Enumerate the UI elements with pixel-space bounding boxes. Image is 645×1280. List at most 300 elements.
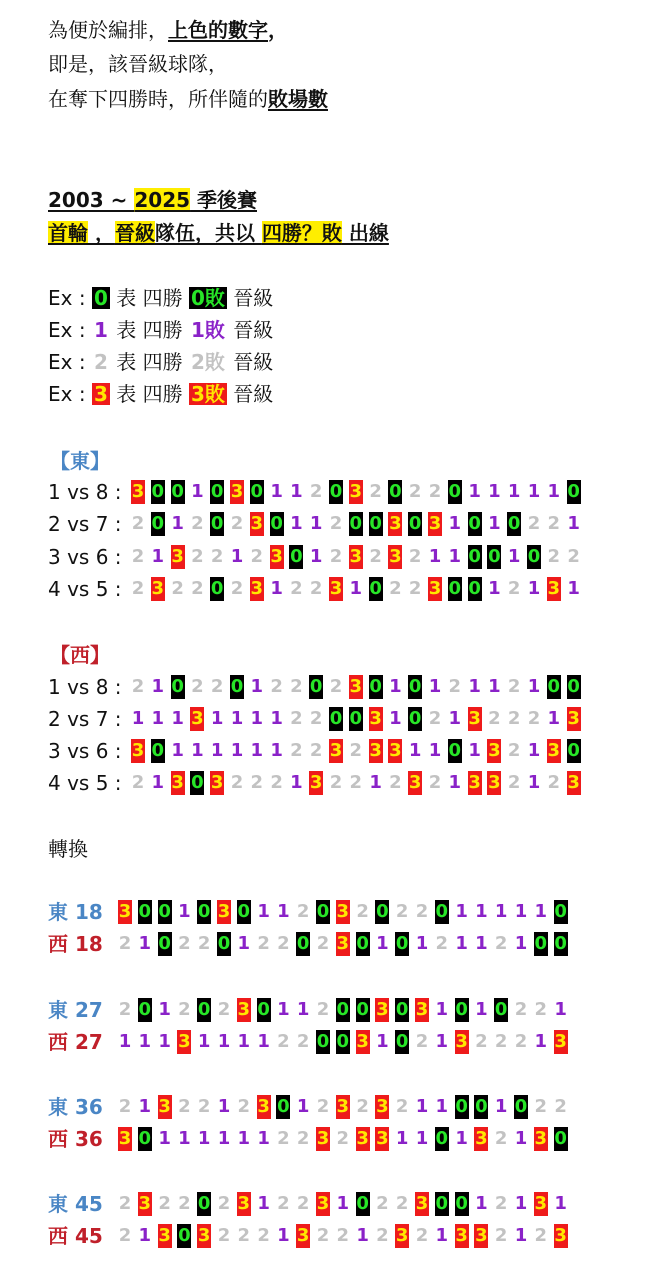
- result-digit: 1: [455, 901, 468, 922]
- result-digit: 0: [277, 1096, 290, 1117]
- result-digit: 3: [217, 901, 231, 922]
- result-digit: 2: [270, 772, 283, 793]
- result-digit: 1: [257, 1128, 270, 1149]
- result-digit: 0: [158, 933, 171, 954]
- result-digit: 1: [395, 1128, 409, 1149]
- east-conversion-row: [48, 899, 608, 925]
- result-digit: 1: [290, 772, 303, 793]
- result-digit: 0: [197, 901, 211, 922]
- result-digit: 3: [376, 999, 389, 1020]
- legend-suffix: 晉級: [226, 286, 274, 310]
- result-digit: 2: [488, 708, 501, 729]
- result-digit: 1: [415, 1096, 429, 1117]
- result-digit: 0: [336, 1031, 350, 1052]
- result-digit: 2: [514, 1031, 528, 1052]
- result-digit: 3: [270, 546, 283, 567]
- result-digit: 2: [336, 1128, 350, 1149]
- result-digit: 0: [448, 481, 462, 502]
- west-conversion-row: [48, 1126, 608, 1152]
- result-digit: 2: [237, 1096, 251, 1117]
- result-digit: 0: [217, 933, 231, 954]
- result-digit: 1: [389, 676, 402, 697]
- result-digit: 1: [250, 740, 264, 761]
- result-digit: 2: [514, 999, 528, 1020]
- legend-digit: 1: [93, 318, 108, 342]
- west-conversion-row: [48, 1029, 608, 1055]
- result-digit: 0: [408, 513, 422, 534]
- result-digit: 1: [270, 578, 283, 599]
- result-digit: 0: [395, 999, 409, 1020]
- result-digit: 2: [547, 772, 561, 793]
- legend-suffix: 晉級: [226, 350, 274, 374]
- result-digit: 3: [488, 772, 501, 793]
- east-series-row: [48, 576, 608, 602]
- result-digit: 0: [250, 481, 264, 502]
- result-digit: 0: [316, 901, 330, 922]
- result-digit: 1: [151, 546, 165, 567]
- result-digit: 1: [210, 708, 224, 729]
- result-digit: 0: [290, 546, 303, 567]
- east-series-row: [48, 479, 608, 505]
- result-digit: 2: [277, 1128, 290, 1149]
- result-digit: 1: [435, 1225, 449, 1246]
- result-digit: 2: [494, 1193, 508, 1214]
- result-digit: 1: [138, 1031, 152, 1052]
- result-digit: 1: [277, 999, 290, 1020]
- legend-row: [48, 380, 273, 408]
- result-digit: 2: [277, 1031, 290, 1052]
- result-digit: 2: [230, 772, 244, 793]
- result-digit: 0: [468, 546, 481, 567]
- result-digit: 1: [514, 1225, 528, 1246]
- result-digit: 0: [395, 1031, 409, 1052]
- result-digit: 1: [257, 1031, 270, 1052]
- result-digit: 3: [567, 708, 580, 729]
- result-digit: 2: [257, 1225, 270, 1246]
- result-digit: 2: [376, 1225, 389, 1246]
- west-conversion-row: [48, 1223, 608, 1249]
- intro-text: 在奪下四勝時，所伴隨的: [48, 87, 268, 111]
- result-digit: 1: [270, 708, 283, 729]
- result-digit: 2: [534, 1096, 548, 1117]
- legend-prefix: Ex :: [48, 350, 92, 374]
- result-digit: 0: [151, 513, 165, 534]
- result-digit: 1: [415, 933, 429, 954]
- result-digit: 1: [369, 772, 382, 793]
- legend-prefix: Ex :: [48, 382, 92, 406]
- result-digit: 0: [408, 708, 422, 729]
- result-digit: 1: [514, 1128, 528, 1149]
- legend-suffix: 晉級: [226, 318, 274, 342]
- result-digit: 0: [369, 578, 382, 599]
- east-title: 【東】: [50, 449, 110, 473]
- result-digit: 2: [118, 999, 132, 1020]
- west-series-row: [48, 706, 608, 732]
- result-digit: 0: [151, 481, 165, 502]
- result-digit: 2: [131, 676, 145, 697]
- east-series-row: [48, 544, 608, 570]
- result-digit: 1: [250, 708, 264, 729]
- result-digit: 2: [428, 708, 442, 729]
- result-digit: 1: [567, 513, 580, 534]
- result-digit: 3: [171, 546, 184, 567]
- result-digit: 3: [171, 772, 184, 793]
- result-digit: 2: [507, 740, 521, 761]
- result-digit: 2: [158, 1193, 171, 1214]
- result-digit: 1: [151, 708, 165, 729]
- result-digit: 3: [237, 1193, 251, 1214]
- result-digit: 1: [309, 546, 323, 567]
- result-digit: 2: [296, 1128, 310, 1149]
- round-text: 隊伍，共以: [154, 221, 262, 245]
- result-digit: 1: [356, 1225, 369, 1246]
- result-digit: 1: [250, 676, 264, 697]
- result-digit: 1: [277, 901, 290, 922]
- result-digit: 1: [468, 676, 481, 697]
- result-digit: 2: [290, 578, 303, 599]
- result-digit: 2: [316, 1225, 330, 1246]
- result-digit: 1: [448, 546, 462, 567]
- result-digit: 2: [389, 772, 402, 793]
- years-start: 2003 ~: [48, 188, 135, 212]
- west-conversion-row: [48, 931, 608, 957]
- matchup-label: 3 vs 6 :: [48, 545, 122, 569]
- result-digit: 2: [408, 546, 422, 567]
- result-digit: 1: [468, 481, 481, 502]
- result-digit: 3: [455, 1031, 468, 1052]
- result-digit: 2: [376, 1193, 389, 1214]
- round-heading: [48, 219, 389, 247]
- east-conversion-label: 東 36: [48, 1095, 103, 1119]
- result-digit: 3: [356, 1128, 369, 1149]
- result-digit: 3: [131, 481, 145, 502]
- result-digit: 1: [151, 772, 165, 793]
- legend-digit: 2: [93, 350, 108, 374]
- result-digit: 0: [395, 933, 409, 954]
- result-digit: 2: [178, 999, 191, 1020]
- result-digit: 2: [178, 1193, 191, 1214]
- result-digit: 0: [356, 999, 369, 1020]
- result-digit: 3: [389, 546, 402, 567]
- result-digit: 1: [514, 1193, 528, 1214]
- matchup-label: 1 vs 8 :: [48, 480, 122, 504]
- result-digit: 2: [118, 1225, 132, 1246]
- result-digit: 2: [336, 1225, 350, 1246]
- result-digit: 2: [309, 740, 323, 761]
- west-conversion-label: 西 36: [48, 1127, 103, 1151]
- result-digit: 0: [178, 1225, 191, 1246]
- result-digit: 1: [178, 901, 191, 922]
- result-digit: 1: [309, 513, 323, 534]
- west-conversion-label: 西 18: [48, 932, 103, 956]
- result-digit: 3: [534, 1193, 548, 1214]
- result-digit: 2: [217, 1225, 231, 1246]
- result-digit: 2: [494, 1225, 508, 1246]
- legend-row: [48, 316, 273, 344]
- legend-badge: 0敗: [190, 286, 225, 310]
- result-digit: 3: [408, 772, 422, 793]
- result-digit: 1: [171, 740, 184, 761]
- result-digit: 1: [534, 901, 548, 922]
- matchup-label: 4 vs 5 :: [48, 771, 122, 795]
- result-digit: 1: [389, 708, 402, 729]
- result-digit: 1: [428, 676, 442, 697]
- result-digit: 1: [217, 1031, 231, 1052]
- years-heading: [48, 186, 257, 214]
- legend-digit: 0: [93, 286, 108, 310]
- result-digit: 3: [309, 772, 323, 793]
- result-digit: 2: [389, 578, 402, 599]
- result-digit: 0: [171, 481, 184, 502]
- result-digit: 0: [507, 513, 521, 534]
- result-digit: 0: [494, 999, 508, 1020]
- result-digit: 1: [547, 708, 561, 729]
- result-digit: 1: [290, 481, 303, 502]
- result-digit: 1: [448, 513, 462, 534]
- result-digit: 2: [250, 772, 264, 793]
- result-digit: 1: [527, 772, 541, 793]
- result-digit: 2: [369, 481, 382, 502]
- result-digit: 0: [527, 546, 541, 567]
- result-digit: 0: [349, 513, 363, 534]
- result-digit: 1: [567, 578, 580, 599]
- result-digit: 2: [217, 999, 231, 1020]
- legend-suffix: 晉級: [226, 382, 274, 406]
- result-digit: 2: [191, 578, 204, 599]
- west-title: 【西】: [50, 643, 110, 667]
- result-digit: 0: [309, 676, 323, 697]
- result-digit: 3: [428, 513, 442, 534]
- result-digit: 2: [296, 1193, 310, 1214]
- result-digit: 1: [138, 1096, 152, 1117]
- result-digit: 0: [514, 1096, 528, 1117]
- result-digit: 0: [171, 676, 184, 697]
- result-digit: 0: [138, 1128, 152, 1149]
- result-digit: 1: [230, 546, 244, 567]
- result-digit: 1: [494, 1096, 508, 1117]
- legend-text: 表 四勝: [109, 286, 189, 310]
- result-digit: 1: [257, 901, 270, 922]
- result-digit: 3: [395, 1225, 409, 1246]
- result-digit: 2: [309, 578, 323, 599]
- result-digit: 0: [448, 740, 462, 761]
- result-digit: 2: [507, 676, 521, 697]
- result-digit: 3: [191, 708, 204, 729]
- result-digit: 1: [534, 1031, 548, 1052]
- result-digit: 0: [210, 481, 224, 502]
- result-digit: 3: [131, 740, 145, 761]
- result-digit: 1: [488, 513, 501, 534]
- result-digit: 2: [356, 901, 369, 922]
- round-punct: ，: [88, 221, 115, 245]
- result-digit: 0: [488, 546, 501, 567]
- result-digit: 1: [178, 1128, 191, 1149]
- result-digit: 0: [455, 999, 468, 1020]
- result-digit: 1: [527, 481, 541, 502]
- result-digit: 3: [349, 676, 363, 697]
- east-conversion-row: [48, 997, 608, 1023]
- result-digit: 2: [395, 1096, 409, 1117]
- result-digit: 2: [290, 676, 303, 697]
- result-digit: 3: [554, 1225, 567, 1246]
- result-digit: 2: [118, 1096, 132, 1117]
- result-digit: 1: [237, 933, 251, 954]
- result-digit: 2: [507, 578, 521, 599]
- result-digit: 0: [554, 933, 567, 954]
- result-digit: 3: [349, 481, 363, 502]
- result-digit: 3: [475, 1128, 488, 1149]
- result-digit: 1: [158, 999, 171, 1020]
- result-digit: 2: [415, 1225, 429, 1246]
- east-conversion-label: 東 45: [48, 1192, 103, 1216]
- legend-badge: 1敗: [190, 318, 225, 342]
- result-digit: 3: [329, 578, 343, 599]
- result-digit: 2: [527, 708, 541, 729]
- matchup-label: 4 vs 5 :: [48, 577, 122, 601]
- result-digit: 3: [389, 513, 402, 534]
- result-digit: 2: [191, 546, 204, 567]
- result-digit: 2: [197, 933, 211, 954]
- result-digit: 3: [118, 1128, 132, 1149]
- east-conversion-label: 東 27: [48, 998, 103, 1022]
- result-digit: 2: [507, 708, 521, 729]
- result-digit: 3: [250, 513, 264, 534]
- result-digit: 1: [138, 933, 152, 954]
- result-digit: 3: [257, 1096, 270, 1117]
- result-digit: 0: [408, 676, 422, 697]
- result-digit: 2: [428, 481, 442, 502]
- result-digit: 1: [277, 1225, 290, 1246]
- season-label: 季後賽: [190, 188, 257, 212]
- result-digit: 0: [210, 513, 224, 534]
- result-digit: 2: [191, 676, 204, 697]
- legend-badge: 3敗: [190, 382, 225, 406]
- result-digit: 0: [158, 901, 171, 922]
- result-digit: 3: [376, 1096, 389, 1117]
- result-digit: 2: [408, 578, 422, 599]
- result-digit: 1: [435, 999, 449, 1020]
- result-digit: 1: [171, 513, 184, 534]
- east-conversion-row: [48, 1191, 608, 1217]
- result-digit: 2: [395, 1193, 409, 1214]
- result-digit: 2: [507, 772, 521, 793]
- result-digit: 0: [329, 708, 343, 729]
- result-digit: 0: [329, 481, 343, 502]
- result-digit: 1: [507, 481, 521, 502]
- result-digit: 3: [336, 1096, 350, 1117]
- result-digit: 2: [197, 1096, 211, 1117]
- result-digit: 1: [197, 1128, 211, 1149]
- result-digit: 0: [567, 481, 580, 502]
- result-digit: 2: [210, 546, 224, 567]
- result-digit: 3: [151, 578, 165, 599]
- result-digit: 0: [336, 999, 350, 1020]
- result-digit: 1: [408, 740, 422, 761]
- result-digit: 2: [356, 1096, 369, 1117]
- result-digit: 2: [250, 546, 264, 567]
- result-digit: 0: [455, 1096, 468, 1117]
- result-digit: 2: [408, 481, 422, 502]
- result-digit: 2: [554, 1096, 567, 1117]
- result-digit: 3: [316, 1193, 330, 1214]
- result-digit: 3: [349, 546, 363, 567]
- result-digit: 3: [336, 933, 350, 954]
- result-digit: 0: [369, 676, 382, 697]
- result-digit: 2: [316, 999, 330, 1020]
- result-digit: 1: [527, 676, 541, 697]
- intro-line-3: [48, 85, 328, 113]
- west-series-row: [48, 738, 608, 764]
- result-digit: 1: [435, 1031, 449, 1052]
- result-digit: 0: [349, 708, 363, 729]
- result-digit: 2: [178, 933, 191, 954]
- legend-row: [48, 348, 273, 376]
- result-digit: 3: [138, 1193, 152, 1214]
- result-digit: 3: [329, 740, 343, 761]
- result-digit: 1: [237, 1031, 251, 1052]
- result-digit: 1: [270, 481, 283, 502]
- result-digit: 1: [507, 546, 521, 567]
- intro-punct: ，: [268, 18, 288, 42]
- result-digit: 1: [488, 481, 501, 502]
- result-digit: 0: [230, 676, 244, 697]
- result-digit: 1: [435, 1096, 449, 1117]
- result-digit: 2: [534, 1225, 548, 1246]
- result-digit: 2: [415, 901, 429, 922]
- result-digit: 3: [488, 740, 501, 761]
- intro-line-2: 即是，該晉級球隊，: [48, 52, 228, 76]
- result-digit: 1: [475, 933, 488, 954]
- west-conversion-label: 西 45: [48, 1224, 103, 1248]
- result-digit: 1: [415, 1128, 429, 1149]
- result-digit: 0: [296, 933, 310, 954]
- result-digit: 1: [210, 740, 224, 761]
- result-digit: 2: [534, 999, 548, 1020]
- result-digit: 2: [309, 481, 323, 502]
- result-digit: 0: [151, 740, 165, 761]
- result-digit: 0: [554, 1128, 567, 1149]
- result-digit: 2: [230, 578, 244, 599]
- result-digit: 2: [290, 708, 303, 729]
- result-digit: 1: [494, 901, 508, 922]
- result-digit: 2: [217, 1193, 231, 1214]
- result-digit: 2: [131, 772, 145, 793]
- result-digit: 2: [118, 1193, 132, 1214]
- result-digit: 3: [415, 1193, 429, 1214]
- result-digit: 2: [277, 933, 290, 954]
- result-digit: 3: [376, 1128, 389, 1149]
- east-series-row: [48, 511, 608, 537]
- result-digit: 2: [270, 676, 283, 697]
- conversion-title: 轉換: [48, 837, 88, 861]
- west-conversion-label: 西 27: [48, 1030, 103, 1054]
- result-digit: 3: [250, 578, 264, 599]
- intro-emphasis: 上色的數字: [168, 18, 268, 42]
- west-series-row: [48, 674, 608, 700]
- result-digit: 2: [118, 933, 132, 954]
- result-digit: 2: [428, 772, 442, 793]
- result-digit: 0: [210, 578, 224, 599]
- result-digit: 1: [455, 933, 468, 954]
- result-digit: 1: [376, 933, 389, 954]
- result-digit: 0: [455, 1193, 468, 1214]
- legend-row: [48, 284, 273, 312]
- result-digit: 1: [230, 740, 244, 761]
- result-digit: 2: [448, 676, 462, 697]
- result-digit: 1: [138, 1225, 152, 1246]
- result-digit: 3: [468, 772, 481, 793]
- result-digit: 0: [435, 1128, 449, 1149]
